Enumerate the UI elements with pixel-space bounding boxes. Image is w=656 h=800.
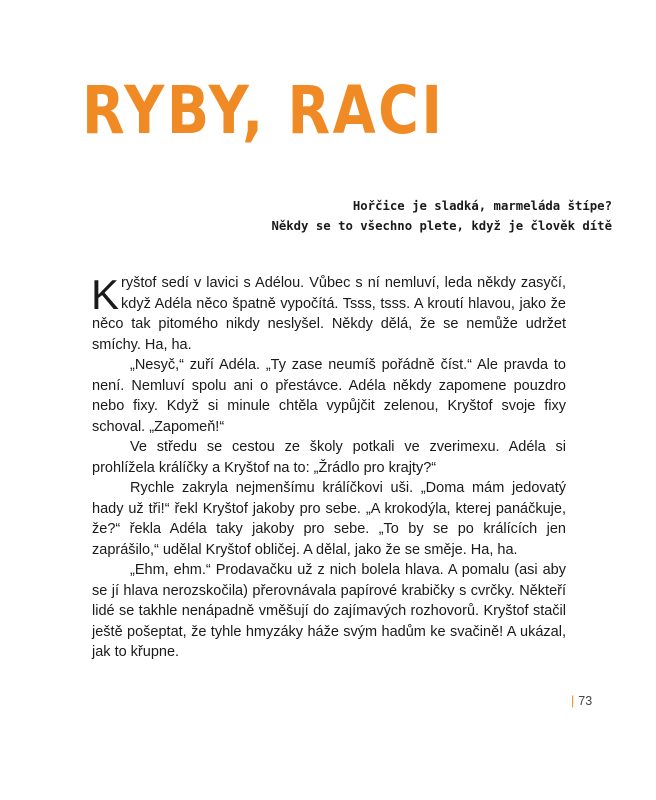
- page-number: [571, 694, 592, 708]
- chapter-subtitle: [200, 196, 612, 236]
- chapter-body: [92, 273, 566, 663]
- subtitle-line-1: Hořčice je sladká, marmeláda štípe?: [352, 199, 612, 213]
- paragraph-1: [92, 273, 566, 355]
- paragraph-5: „Ehm, ehm.“ Prodavačku už z nich bolela hlava. A pomalu (asi aby se jí hlava nerozskočila) přerovnávala papírové krabičky s cvrčky. Někteří lidé se takhle nenápadně vměšují do zajímavých rozhovorů. Kryštof stačil ještě pošeptat, že tyhle hmyzáky háže svým hadům ke svačině! A ukázal, jak to křupne.: [92, 562, 566, 660]
- chapter-title: RYBY, RACI: [82, 72, 445, 149]
- paragraph-3: Ve středu se cestou ze školy potkali ve zverimexu. Adéla si prohlížela králíčky a Kryštof na to: „Žrádlo pro krajty?“: [92, 439, 566, 476]
- drop-cap: K: [91, 271, 120, 318]
- paragraph-2: „Nesyč,“ zuří Adéla. „Ty zase neumíš pořádně číst.“ Ale pravda to není. Nemluví spolu ani o přestávce. Adéla někdy zapomene pouzdro nebo fixy. Když si minule chtěla vypůjčit zelenou, Kryštof svoje fixy schoval. „Zapomeň!“: [92, 357, 566, 435]
- subtitle-line-2: Někdy se to všechno plete, když je člověk dítě: [271, 219, 612, 233]
- paragraph-1-text: ryštof sedí v lavici s Adélou. Vůbec s ní nemluví, leda někdy zasyčí, když Adéla něco špatně vypočítá. Tsss, tsss. A kroutí hlavou, jako že něco tak pitomého nikdy neslyšel. Někdy dělá, že se nemůže udržet smíchy. Ha, ha.: [92, 275, 566, 353]
- paragraph-4: Rychle zakryla nejmenšímu králíčkovi uši. „Doma mám jedovatý hady už tři!“ řekl Kryštof jakoby pro sebe. „A krokodýla, kterej panáčkuje, že?“ řekla Adéla taky jakoby pro sebe. „To by se po králících jen zaprášilo,“ udělal Kryštof obličej. A dělal, jako že se směje. Ha, ha.: [92, 480, 566, 558]
- page-number-divider: |: [571, 694, 575, 708]
- page-number-value: 73: [578, 694, 593, 708]
